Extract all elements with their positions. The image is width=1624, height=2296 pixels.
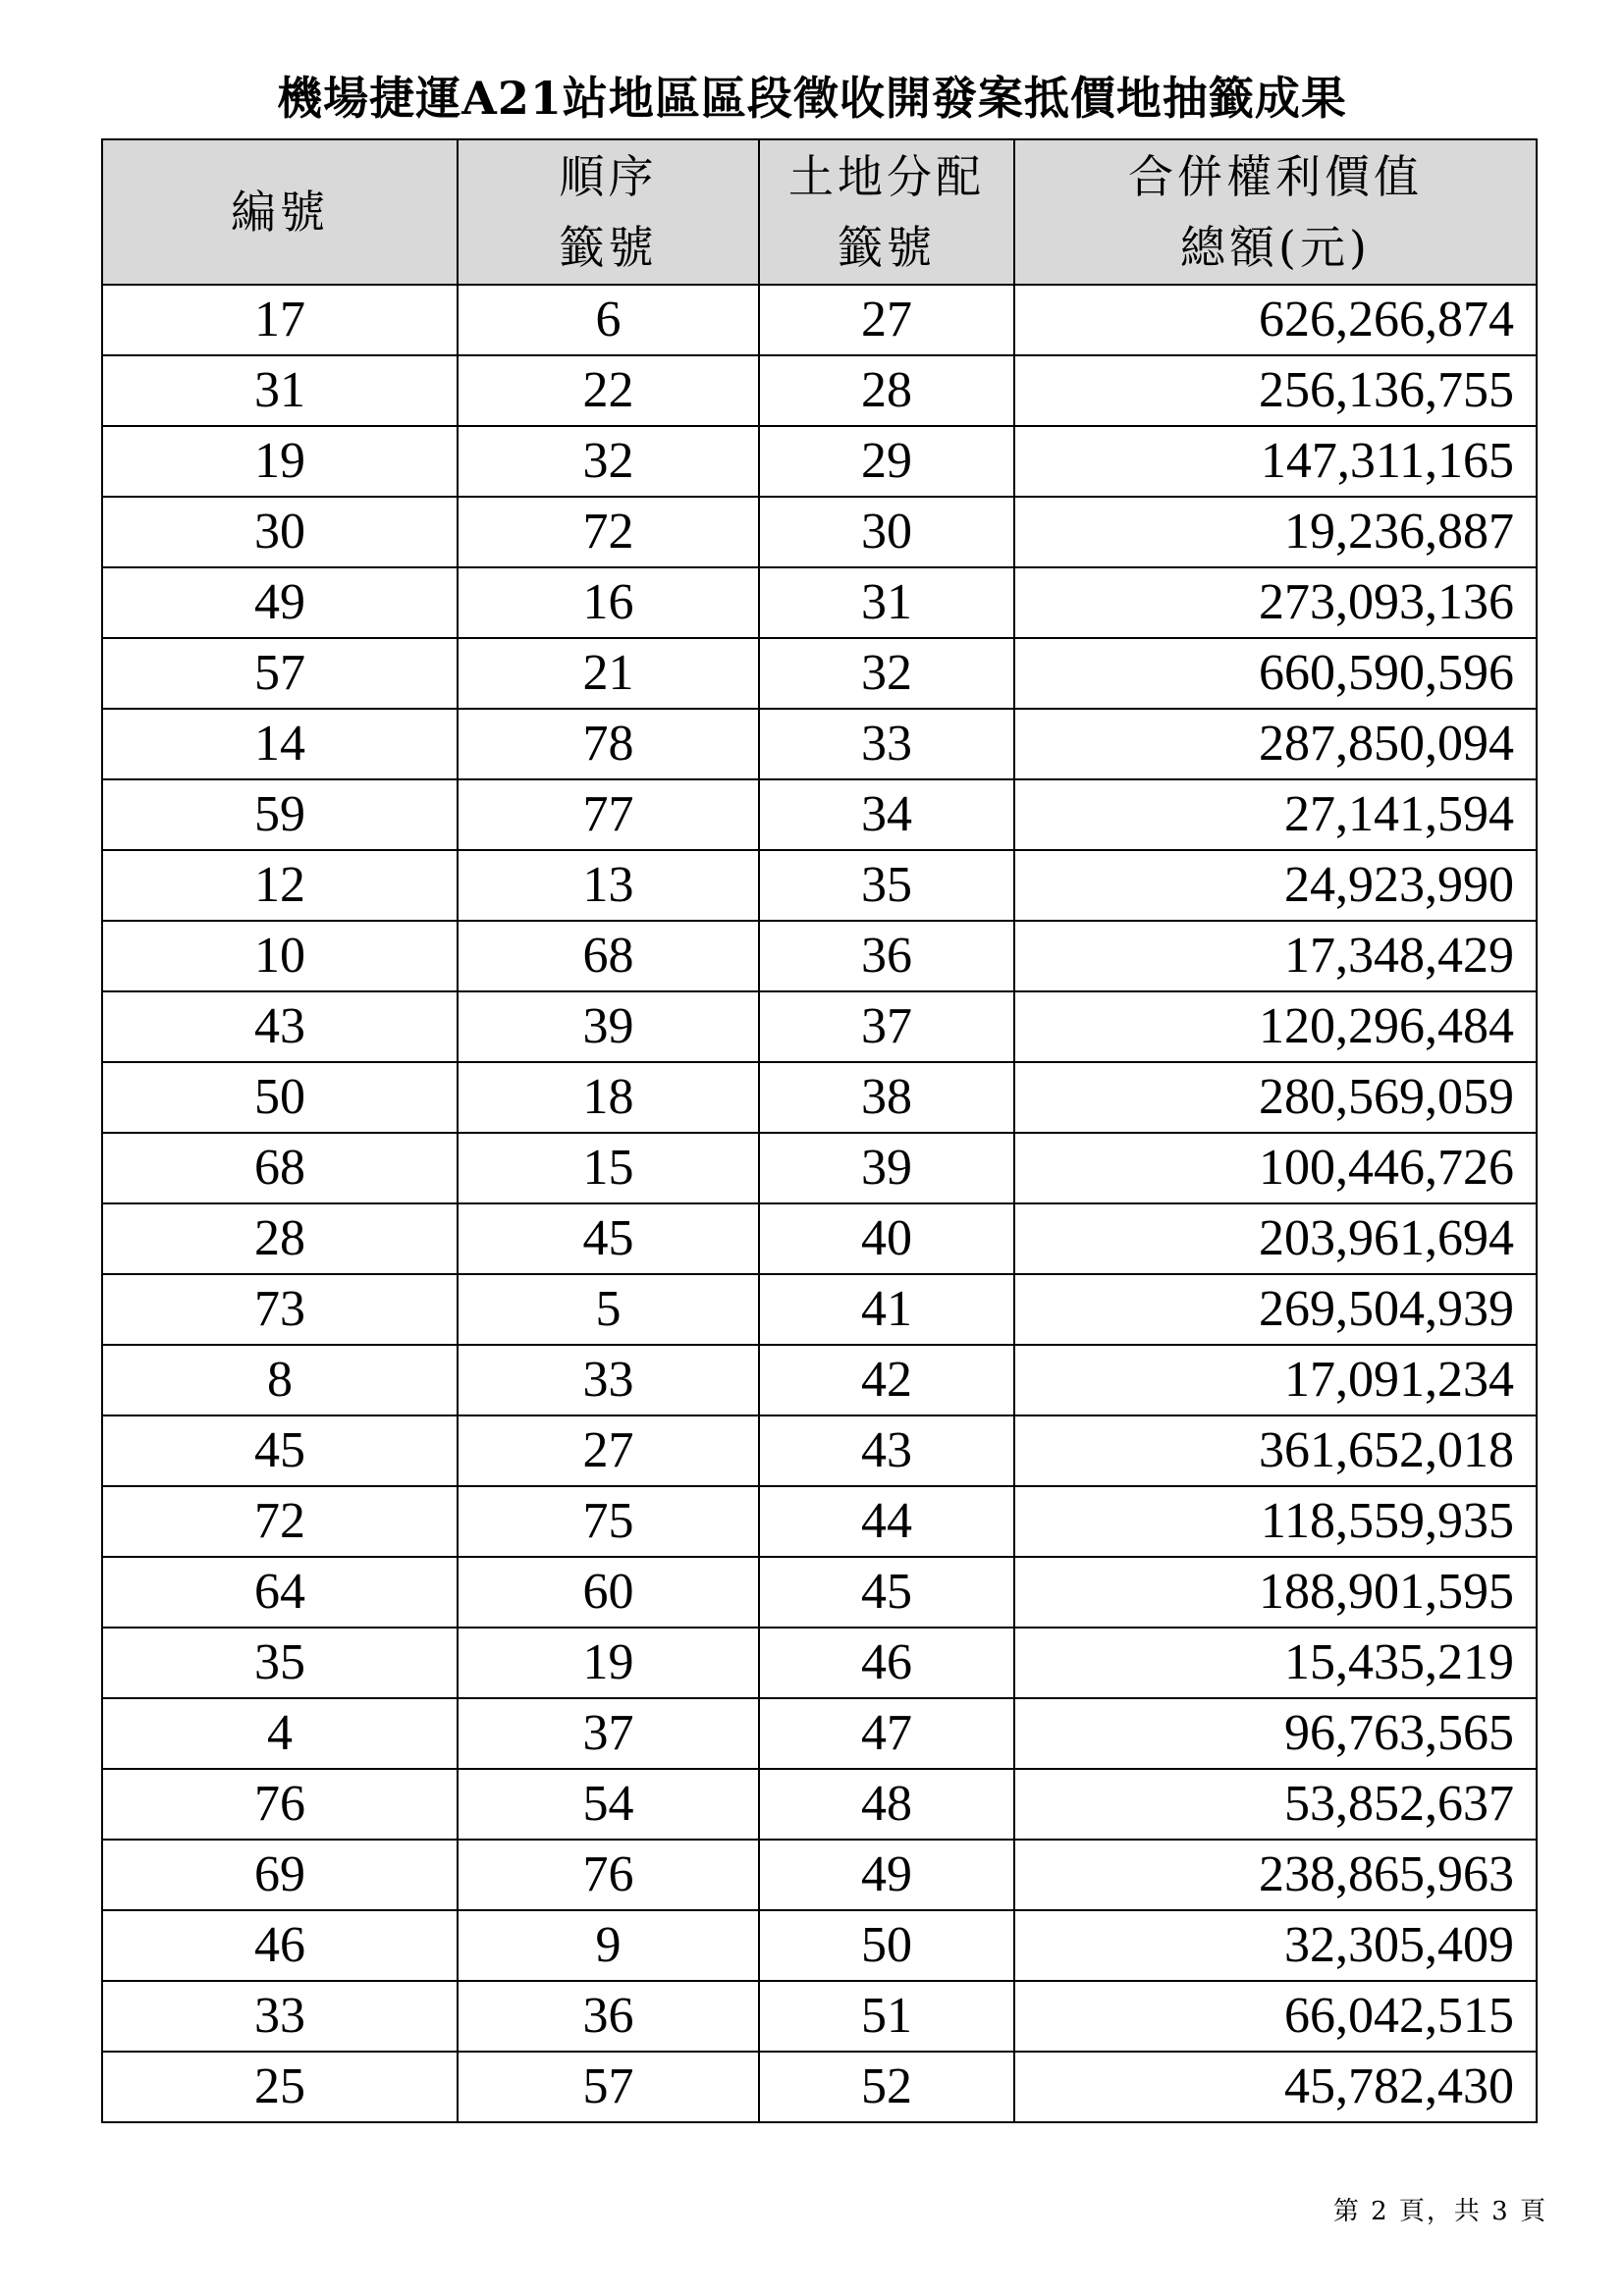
cell-land-allocation-lot-number: 47 <box>759 1698 1014 1769</box>
cell-serial-number: 69 <box>102 1840 458 1910</box>
cell-combined-rights-value: 273,093,136 <box>1014 567 1537 638</box>
page-title: 機場捷運A21站地區區段徵收開發案抵價地抽籤成果 <box>277 72 1347 125</box>
cell-order-lot-number: 77 <box>458 779 759 850</box>
cell-combined-rights-value: 147,311,165 <box>1014 426 1537 497</box>
lottery-results-table <box>101 138 1538 2123</box>
cell-serial-number: 31 <box>102 355 458 426</box>
cell-land-allocation-lot-number: 34 <box>759 779 1014 850</box>
table-row <box>102 1981 1537 2052</box>
table-row <box>102 355 1537 426</box>
table-row <box>102 1628 1537 1698</box>
cell-order-lot-number: 21 <box>458 638 759 709</box>
cell-order-lot-number: 9 <box>458 1910 759 1981</box>
table-row <box>102 1345 1537 1415</box>
cell-serial-number: 8 <box>102 1345 458 1415</box>
table-body <box>102 285 1537 2122</box>
cell-land-allocation-lot-number: 37 <box>759 991 1014 1062</box>
cell-land-allocation-lot-number: 45 <box>759 1557 1014 1628</box>
table-row <box>102 497 1537 567</box>
cell-order-lot-number: 75 <box>458 1486 759 1557</box>
cell-combined-rights-value: 361,652,018 <box>1014 1415 1537 1486</box>
table-row <box>102 285 1537 355</box>
cell-land-allocation-lot-number: 36 <box>759 921 1014 991</box>
table-row <box>102 426 1537 497</box>
cell-land-allocation-lot-number: 29 <box>759 426 1014 497</box>
cell-combined-rights-value: 100,446,726 <box>1014 1133 1537 1203</box>
cell-serial-number: 33 <box>102 1981 458 2052</box>
cell-order-lot-number: 33 <box>458 1345 759 1415</box>
table-row <box>102 1415 1537 1486</box>
cell-order-lot-number: 5 <box>458 1274 759 1345</box>
table-header-row <box>102 139 1537 285</box>
cell-land-allocation-lot-number: 48 <box>759 1769 1014 1840</box>
cell-combined-rights-value: 256,136,755 <box>1014 355 1537 426</box>
cell-serial-number: 50 <box>102 1062 458 1133</box>
cell-serial-number: 45 <box>102 1415 458 1486</box>
cell-order-lot-number: 13 <box>458 850 759 921</box>
table-row <box>102 638 1537 709</box>
cell-serial-number: 72 <box>102 1486 458 1557</box>
table-row <box>102 567 1537 638</box>
cell-land-allocation-lot-number: 44 <box>759 1486 1014 1557</box>
page-number: 第 2 頁，共 3 頁 <box>1332 2197 1547 2226</box>
cell-land-allocation-lot-number: 46 <box>759 1628 1014 1698</box>
header-combined-rights-value: 合併權利價值 總額(元) <box>1014 139 1537 285</box>
table-row <box>102 1910 1537 1981</box>
cell-serial-number: 19 <box>102 426 458 497</box>
cell-order-lot-number: 6 <box>458 285 759 355</box>
cell-combined-rights-value: 66,042,515 <box>1014 1981 1537 2052</box>
cell-combined-rights-value: 45,782,430 <box>1014 2052 1537 2122</box>
cell-combined-rights-value: 120,296,484 <box>1014 991 1537 1062</box>
cell-order-lot-number: 68 <box>458 921 759 991</box>
cell-combined-rights-value: 17,091,234 <box>1014 1345 1537 1415</box>
cell-land-allocation-lot-number: 35 <box>759 850 1014 921</box>
cell-combined-rights-value: 53,852,637 <box>1014 1769 1537 1840</box>
cell-land-allocation-lot-number: 28 <box>759 355 1014 426</box>
cell-order-lot-number: 76 <box>458 1840 759 1910</box>
cell-order-lot-number: 57 <box>458 2052 759 2122</box>
cell-order-lot-number: 72 <box>458 497 759 567</box>
cell-serial-number: 76 <box>102 1769 458 1840</box>
cell-land-allocation-lot-number: 52 <box>759 2052 1014 2122</box>
cell-combined-rights-value: 280,569,059 <box>1014 1062 1537 1133</box>
table-row <box>102 850 1537 921</box>
table-row <box>102 1698 1537 1769</box>
cell-serial-number: 59 <box>102 779 458 850</box>
cell-serial-number: 57 <box>102 638 458 709</box>
cell-combined-rights-value: 27,141,594 <box>1014 779 1537 850</box>
cell-land-allocation-lot-number: 32 <box>759 638 1014 709</box>
table-row <box>102 1557 1537 1628</box>
cell-serial-number: 68 <box>102 1133 458 1203</box>
cell-combined-rights-value: 17,348,429 <box>1014 921 1537 991</box>
cell-serial-number: 14 <box>102 709 458 779</box>
table-row <box>102 1486 1537 1557</box>
cell-order-lot-number: 15 <box>458 1133 759 1203</box>
cell-combined-rights-value: 96,763,565 <box>1014 1698 1537 1769</box>
cell-serial-number: 10 <box>102 921 458 991</box>
table-row <box>102 1769 1537 1840</box>
cell-combined-rights-value: 238,865,963 <box>1014 1840 1537 1910</box>
cell-land-allocation-lot-number: 40 <box>759 1203 1014 1274</box>
cell-land-allocation-lot-number: 39 <box>759 1133 1014 1203</box>
cell-order-lot-number: 60 <box>458 1557 759 1628</box>
cell-serial-number: 28 <box>102 1203 458 1274</box>
cell-serial-number: 35 <box>102 1628 458 1698</box>
cell-land-allocation-lot-number: 31 <box>759 567 1014 638</box>
cell-serial-number: 17 <box>102 285 458 355</box>
header-order-lot-number: 順序 籤號 <box>458 139 759 285</box>
table-row <box>102 1062 1537 1133</box>
header-serial-number: 編號 <box>102 139 458 285</box>
table-row <box>102 2052 1537 2122</box>
cell-serial-number: 46 <box>102 1910 458 1981</box>
cell-combined-rights-value: 660,590,596 <box>1014 638 1537 709</box>
cell-land-allocation-lot-number: 27 <box>759 285 1014 355</box>
cell-serial-number: 73 <box>102 1274 458 1345</box>
cell-order-lot-number: 36 <box>458 1981 759 2052</box>
cell-combined-rights-value: 188,901,595 <box>1014 1557 1537 1628</box>
cell-combined-rights-value: 287,850,094 <box>1014 709 1537 779</box>
cell-combined-rights-value: 269,504,939 <box>1014 1274 1537 1345</box>
table-row <box>102 1274 1537 1345</box>
cell-order-lot-number: 16 <box>458 567 759 638</box>
cell-land-allocation-lot-number: 38 <box>759 1062 1014 1133</box>
cell-land-allocation-lot-number: 41 <box>759 1274 1014 1345</box>
cell-combined-rights-value: 118,559,935 <box>1014 1486 1537 1557</box>
cell-order-lot-number: 37 <box>458 1698 759 1769</box>
cell-combined-rights-value: 32,305,409 <box>1014 1910 1537 1981</box>
cell-order-lot-number: 32 <box>458 426 759 497</box>
cell-order-lot-number: 22 <box>458 355 759 426</box>
cell-order-lot-number: 78 <box>458 709 759 779</box>
cell-serial-number: 12 <box>102 850 458 921</box>
table-row <box>102 1203 1537 1274</box>
cell-land-allocation-lot-number: 50 <box>759 1910 1014 1981</box>
cell-combined-rights-value: 626,266,874 <box>1014 285 1537 355</box>
cell-serial-number: 49 <box>102 567 458 638</box>
table-row <box>102 1133 1537 1203</box>
cell-order-lot-number: 45 <box>458 1203 759 1274</box>
table-row <box>102 991 1537 1062</box>
cell-combined-rights-value: 19,236,887 <box>1014 497 1537 567</box>
cell-combined-rights-value: 24,923,990 <box>1014 850 1537 921</box>
table-row <box>102 779 1537 850</box>
cell-order-lot-number: 19 <box>458 1628 759 1698</box>
cell-land-allocation-lot-number: 30 <box>759 497 1014 567</box>
cell-order-lot-number: 39 <box>458 991 759 1062</box>
cell-serial-number: 4 <box>102 1698 458 1769</box>
cell-serial-number: 64 <box>102 1557 458 1628</box>
table-row <box>102 921 1537 991</box>
cell-combined-rights-value: 203,961,694 <box>1014 1203 1537 1274</box>
header-land-allocation-lot-number: 土地分配 籤號 <box>759 139 1014 285</box>
cell-serial-number: 25 <box>102 2052 458 2122</box>
cell-land-allocation-lot-number: 49 <box>759 1840 1014 1910</box>
table-row <box>102 1840 1537 1910</box>
cell-combined-rights-value: 15,435,219 <box>1014 1628 1537 1698</box>
cell-land-allocation-lot-number: 51 <box>759 1981 1014 2052</box>
table-row <box>102 709 1537 779</box>
cell-serial-number: 43 <box>102 991 458 1062</box>
cell-order-lot-number: 54 <box>458 1769 759 1840</box>
cell-land-allocation-lot-number: 43 <box>759 1415 1014 1486</box>
cell-land-allocation-lot-number: 33 <box>759 709 1014 779</box>
cell-serial-number: 30 <box>102 497 458 567</box>
cell-order-lot-number: 27 <box>458 1415 759 1486</box>
cell-land-allocation-lot-number: 42 <box>759 1345 1014 1415</box>
cell-order-lot-number: 18 <box>458 1062 759 1133</box>
